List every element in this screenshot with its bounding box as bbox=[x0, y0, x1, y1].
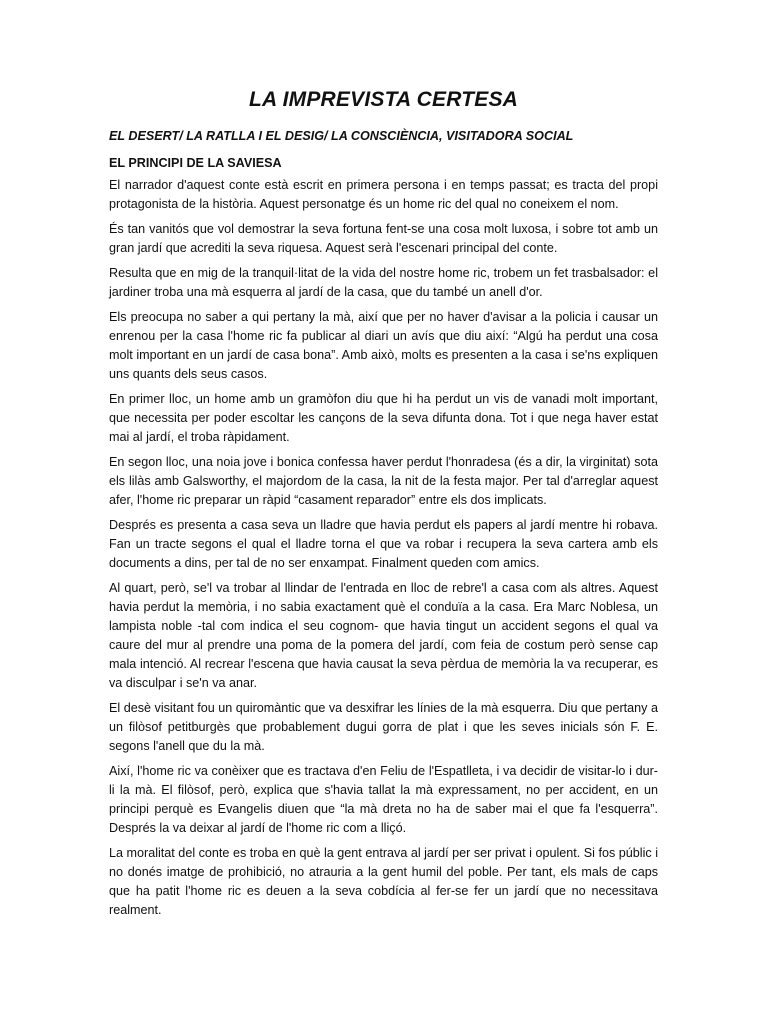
section-heading: EL PRINCIPI DE LA SAVIESA bbox=[109, 156, 282, 170]
paragraph-4: Els preocupa no saber a qui pertany la mà, així que per no haver d'avisar a la policia i causar un enrenou per la casa l'home ric fa publicar al diari un avís que diu així: “Algú ha perdut una cosa molt important en un jardí de casa bona”. Amb això, molts es presenten a la casa i se'ns expliquen uns quants dels seus casos. bbox=[109, 310, 658, 381]
paragraph-1: El narrador d'aquest conte està escrit en primera persona i en temps passat; es tracta del propi protagonista de la història. Aquest personatge és un home ric del qual no coneixem el nom. bbox=[109, 178, 658, 211]
paragraph-2: És tan vanitós que vol demostrar la seva fortuna fent-se una cosa molt luxosa, i sobre tot amb un gran jardí que acrediti la seva riquesa. Aquest serà l'escenari principal del conte. bbox=[109, 222, 658, 255]
document-subtitle: EL DESERT/ LA RATLLA I EL DESIG/ LA CONSCIÈNCIA, VISITADORA SOCIAL bbox=[109, 129, 574, 143]
document-page bbox=[109, 88, 658, 926]
paragraph-5: En primer lloc, un home amb un gramòfon diu que hi ha perdut un vis de vanadi molt important, que necessita per poder escoltar les cançons de la seva difunta dona. Tot i que nega haver estat mai al jardí, el troba ràpidament. bbox=[109, 392, 658, 444]
paragraph-7: Després es presenta a casa seva un lladre que havia perdut els papers al jardí mentre hi robava. Fan un tracte segons el qual el lladre torna el que va robar i recupera la seva cartera amb els documents a dins, per tal de no ser enxampat. Finalment queden com amics. bbox=[109, 518, 658, 570]
paragraph-11: La moralitat del conte es troba en què la gent entrava al jardí per ser privat i opulent. Si fos públic i no donés imatge de prohibició, no atrauria a la gent humil del poble. Per tant, els mals de caps que ha patit l'home ric es deuen a la seva cobdícia al fer-se fer un jardí que no necessitava realment. bbox=[109, 846, 658, 917]
paragraph-6: En segon lloc, una noia jove i bonica confessa haver perdut l'honradesa (és a dir, la virginitat) sota els lilàs amb Galsworthy, el majordom de la casa, la nit de la festa major. Per tal d'arreglar aquest afer, l'home ric preparar un ràpid “casament reparador” entre els dos implicats. bbox=[109, 455, 658, 507]
paragraph-8: Al quart, però, se'l va trobar al llindar de l'entrada en lloc de rebre'l a casa com als altres. Aquest havia perdut la memòria, i no sabia exactament què el conduïa a la casa. Era Marc Noblesa, un lampista noble -tal com indica el seu cognom- que havia tingut un accident segons el qual va caure del mur al prendre una poma de la pomera del jardí, com feia de costum però sense cap mala intenció. Al recrear l'escena que havia causat la seva pèrdua de memòria la va recuperar, es va disculpar i se'n va anar. bbox=[109, 581, 658, 690]
paragraph-9: El desè visitant fou un quiromàntic que va desxifrar les línies de la mà esquerra. Diu que pertany a un filòsof petitburgès que probablement dugui gorra de plat i que les seves inicials són F. E. segons l'anell que du la mà. bbox=[109, 701, 658, 753]
paragraph-3: Resulta que en mig de la tranquil·litat de la vida del nostre home ric, trobem un fet trasbalsador: el jardiner troba una mà esquerra al jardí de la casa, que du també un anell d'or. bbox=[109, 266, 658, 299]
paragraph-10: Així, l'home ric va conèixer que es tractava d'en Feliu de l'Espatlleta, i va decidir de visitar-lo i dur-li la mà. El filòsof, però, explica que s'havia tallat la mà expressament, no per accident, en un principi perquè es Evangelis diuen que “la mà dreta no ha de saber mai el que fa l'esquerra”. Després la va deixar al jardí de l'home ric com a lliçó. bbox=[109, 764, 658, 835]
document-title: LA IMPREVISTA CERTESA bbox=[248, 88, 519, 111]
